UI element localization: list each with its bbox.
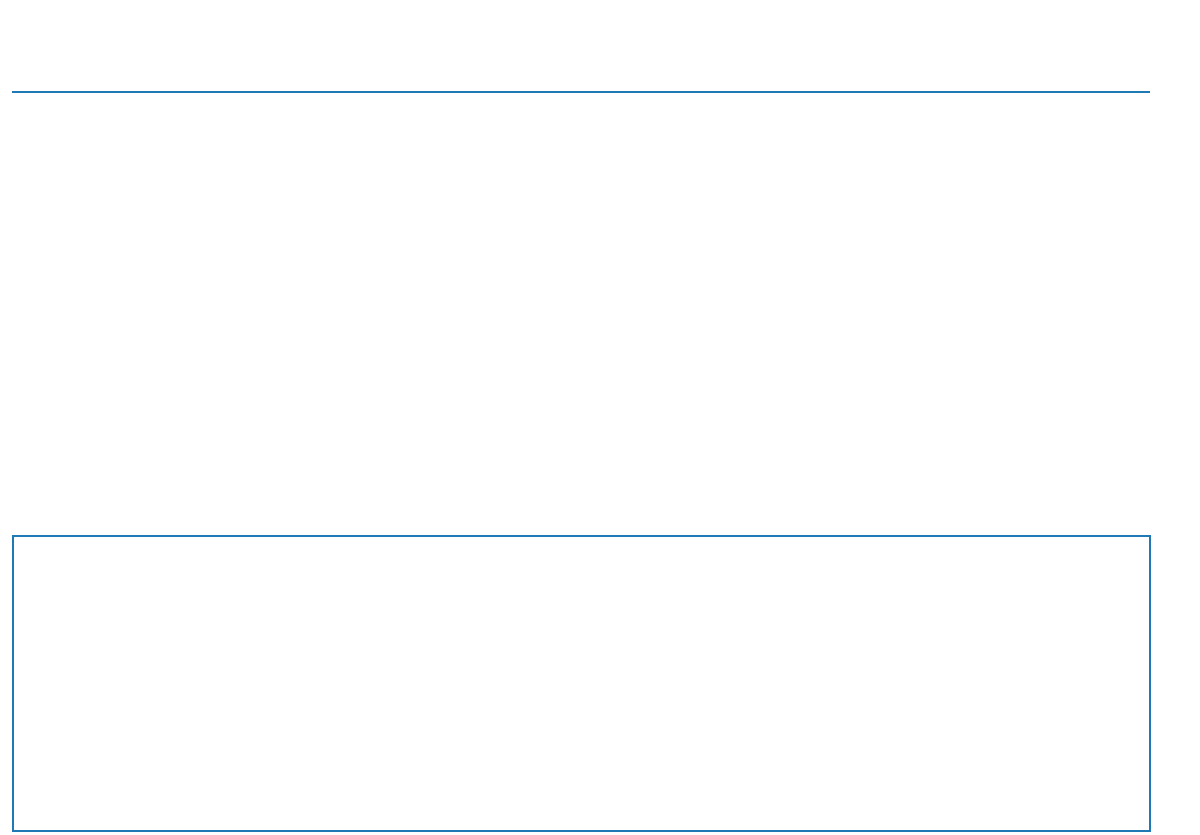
criteria-table xyxy=(12,91,1150,93)
drawing-panel xyxy=(12,535,1151,832)
drawing-grid[interactable] xyxy=(14,537,1149,830)
